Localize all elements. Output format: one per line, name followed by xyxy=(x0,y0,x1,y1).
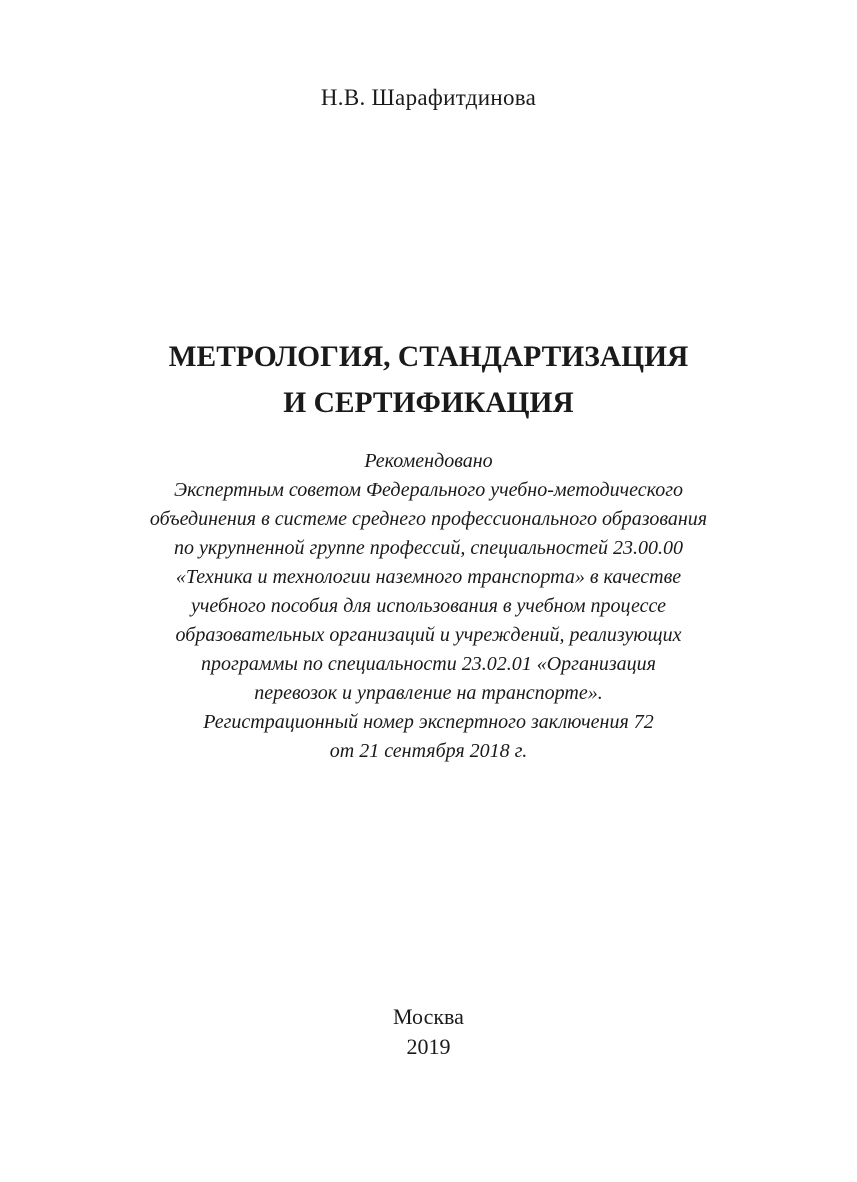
recommendation-line: Экспертным советом Федерального учебно-методического xyxy=(174,479,683,501)
recommendation-line: Рекомендовано xyxy=(364,450,493,472)
author-name: Н.В. Шарафитдинова xyxy=(320,85,537,110)
recommendation-block xyxy=(0,447,857,766)
recommendation-line: учебного пособия для использования в учебном процессе xyxy=(190,595,667,617)
recommendation-line: объединения в системе среднего профессионального образования xyxy=(149,508,708,530)
recommendation-line: образовательных организаций и учреждений, реализующих xyxy=(175,624,682,646)
recommendation-line: «Техника и технологии наземного транспорта» в качестве xyxy=(175,566,682,588)
publication-year: 2019 xyxy=(406,1034,451,1059)
book-title-line-2: И СЕРТИФИКАЦИЯ xyxy=(283,387,574,419)
recommendation-line: программы по специальности 23.02.01 «Организация xyxy=(201,653,656,675)
imprint xyxy=(0,1002,857,1062)
recommendation-line: перевозок и управление на транспорте». xyxy=(254,682,603,704)
book-title-line-1: МЕТРОЛОГИЯ, СТАНДАРТИЗАЦИЯ xyxy=(168,341,689,373)
book-title xyxy=(0,334,857,426)
recommendation-line: от 21 сентября 2018 г. xyxy=(329,740,528,762)
publication-city: Москва xyxy=(393,1004,464,1029)
recommendation-line: Регистрационный номер экспертного заключения 72 xyxy=(203,711,654,733)
recommendation-line: по укрупненной группе профессий, специальностей 23.00.00 xyxy=(173,537,684,559)
